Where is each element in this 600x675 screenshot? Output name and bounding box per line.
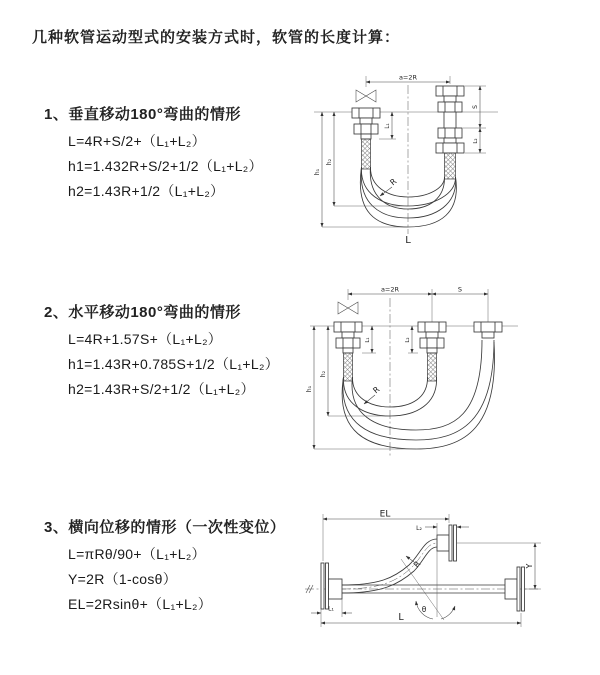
section-1-formula-h1: h1=1.432R+S/2+1/2（L₁+L₂） (68, 158, 263, 174)
length-label: L (405, 235, 411, 246)
radius-callout (406, 556, 423, 569)
span-dimension (366, 74, 450, 88)
section-2-formula-h2: h2=1.43R+S/2+1/2（L₁+L₂） (68, 381, 255, 397)
radius-label: R (411, 559, 423, 570)
diagram-lateral-displacement (297, 509, 592, 639)
right-fitting-lower (436, 128, 464, 179)
span-dimension (348, 286, 488, 323)
dim-label-el: EL (379, 509, 391, 520)
l2-dimension (405, 326, 418, 353)
l2-dimension (416, 525, 469, 532)
right-flange-original (505, 567, 525, 611)
l1-dimension (379, 112, 396, 139)
l1-dimension (311, 599, 352, 617)
diagram-3-drawing (297, 509, 592, 639)
section-2-heading: 2、水平移动180°弯曲的情形 (44, 304, 241, 321)
section-3-heading: 3、横向位移的情形（一次性变位） (44, 519, 286, 536)
radius-callout (380, 177, 399, 196)
dim-label-h2: h₂ (320, 370, 327, 378)
diagram-horizontal-180-bend (298, 284, 578, 464)
right-fitting-displaced (474, 322, 502, 338)
section-3-formula-y: Y=2R（1-cosθ） (68, 571, 178, 587)
braided-hose-section (445, 153, 456, 179)
braided-hose-section (428, 353, 437, 381)
diagram-1-drawing (302, 72, 562, 250)
dim-label-span: a=2R (380, 285, 400, 294)
valve-icon (338, 302, 358, 314)
right-fitting-upper (436, 86, 464, 128)
dim-label-l1: L₁ (385, 123, 391, 129)
section-lateral-displacement (44, 519, 314, 612)
dim-label-l2: L₂ (473, 138, 479, 144)
braided-hose-section (344, 353, 353, 381)
height-dimensions (306, 326, 416, 449)
section-1-heading: 1、垂直移动180°弯曲的情形 (44, 106, 241, 123)
dim-label-length: L (398, 612, 404, 623)
el-dimension (323, 510, 449, 562)
y-dimension (457, 543, 541, 589)
left-flange (321, 563, 342, 609)
page-title: 几种软管运动型式的安装方式时，软管的长度计算： (32, 29, 401, 46)
dim-label-l2: L₂ (416, 525, 422, 532)
section-vertical-180 (44, 106, 314, 199)
section-1-formula-h2: h2=1.43R+1/2（L₁+L₂） (68, 183, 225, 199)
left-fitting (352, 108, 380, 169)
radius-callout (364, 385, 382, 404)
stroke-and-l2-dimension (463, 86, 486, 153)
l1-dimension (362, 326, 376, 353)
section-2-formula-h1: h1=1.43R+0.785S+1/2（L₁+L₂） (68, 356, 279, 372)
dim-label-stroke: S (457, 285, 463, 294)
dim-label-l1: L₁ (328, 605, 334, 613)
radius-label: R (371, 384, 382, 396)
left-fitting (334, 322, 362, 381)
braided-hose-section (362, 139, 371, 169)
dim-label-l1: L₁ (365, 337, 371, 343)
section-3-formula-length: L=πRθ/90+（L₁+L₂） (68, 546, 206, 562)
dim-label-h1: h₁ (314, 168, 321, 176)
middle-fitting (418, 322, 446, 381)
dim-label-h2: h₂ (326, 158, 333, 166)
dim-label-h1: h₁ (306, 385, 313, 393)
angle-label: θ (421, 605, 427, 614)
section-horizontal-180 (44, 304, 314, 397)
dim-label-stroke: S (472, 105, 479, 109)
valve-icon (356, 90, 376, 102)
section-3-formula-el: EL=2Rsinθ+（L₁+L₂） (68, 596, 213, 612)
dim-label-span: a=2R (398, 73, 418, 82)
section-1-formula-length: L=4R+S/2+（L₁+L₂） (68, 133, 206, 149)
radius-label: R (388, 176, 399, 188)
dim-label-y: Y (525, 563, 534, 569)
diagram-vertical-180-bend (302, 72, 562, 250)
hose-u-curves (360, 167, 456, 227)
section-2-formula-length: L=4R+1.57S+（L₁+L₂） (68, 331, 223, 347)
upper-flange-displaced (437, 525, 457, 561)
dim-label-l2: L₂ (405, 337, 411, 343)
hose-u-curves (342, 340, 494, 449)
diagram-2-drawing (298, 284, 578, 464)
